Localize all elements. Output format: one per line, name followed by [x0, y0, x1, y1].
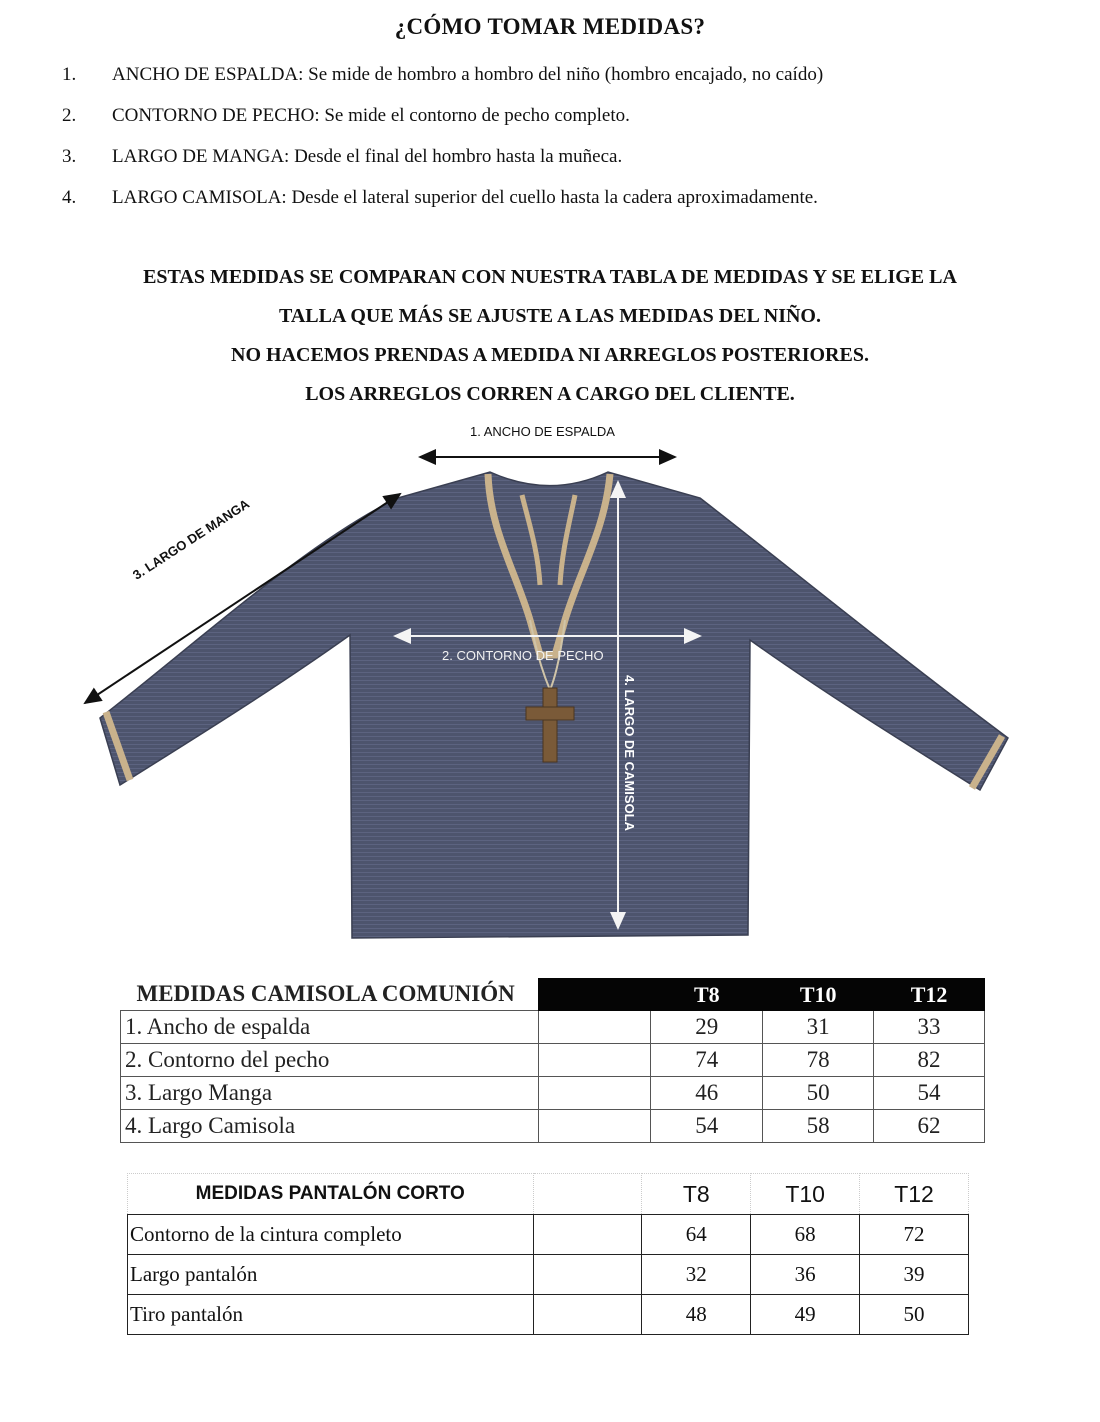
size-notice [0, 262, 1100, 418]
largo-label: 4. LARGO DE CAMISOLA [622, 675, 637, 832]
size-value: 74 [651, 1044, 763, 1077]
pecho-label: 2. CONTORNO DE PECHO [442, 648, 604, 663]
instruction-text: ANCHO DE ESPALDA: Se mide de hombro a hombro del niño (hombro encajado, no caído) [112, 64, 824, 85]
size-value: 33 [874, 1011, 985, 1044]
instruction-number: 1. [62, 64, 77, 85]
table-header-row [121, 979, 985, 1011]
size-value: 48 [642, 1295, 751, 1335]
instruction-text: LARGO DE MANGA: Desde el final del hombro hasta la muñeca. [112, 146, 623, 167]
size-value: 50 [763, 1077, 874, 1110]
size-value: 68 [751, 1215, 860, 1255]
row-label: 2. Contorno del pecho [121, 1044, 539, 1077]
row-label: Largo pantalón [128, 1255, 534, 1295]
size-value: 64 [642, 1215, 751, 1255]
garment-illustration [60, 420, 1040, 950]
camisola-size-table [120, 978, 985, 1143]
size-value: 39 [860, 1255, 969, 1295]
notice-line: ESTAS MEDIDAS SE COMPARAN CON NUESTRA TABLA DE MEDIDAS Y SE ELIGE LA [143, 266, 957, 288]
instruction-item [62, 62, 1062, 103]
empty-cell [538, 1044, 651, 1077]
empty-cell [538, 1011, 651, 1044]
empty-cell [538, 1110, 651, 1143]
size-value: 49 [751, 1295, 860, 1335]
notice-line: TALLA QUE MÁS SE AJUSTE A LAS MEDIDAS DEL NIÑO. [279, 305, 821, 327]
size-value: 54 [874, 1077, 985, 1110]
size-value: 31 [763, 1011, 874, 1044]
garment-measurement-figure [60, 420, 1040, 950]
row-label: 3. Largo Manga [121, 1077, 539, 1110]
instruction-number: 3. [62, 146, 77, 167]
pantalon-size-table [127, 1173, 969, 1335]
size-header: T10 [751, 1174, 860, 1215]
instruction-text: CONTORNO DE PECHO: Se mide el contorno de pecho completo. [112, 105, 630, 126]
size-value: 58 [763, 1110, 874, 1143]
table-header-blank [533, 1174, 642, 1215]
empty-cell [533, 1295, 642, 1335]
size-header: T12 [874, 979, 985, 1011]
size-value: 32 [642, 1255, 751, 1295]
table-row [121, 1110, 985, 1143]
size-header: T10 [763, 979, 874, 1011]
row-label: Tiro pantalón [128, 1295, 534, 1335]
table-header-row [128, 1174, 969, 1215]
manga-label: 3. LARGO DE MANGA [130, 496, 253, 583]
instruction-number: 4. [62, 187, 77, 208]
table-row [128, 1215, 969, 1255]
size-value: 72 [860, 1215, 969, 1255]
size-value: 82 [874, 1044, 985, 1077]
notice-line: NO HACEMOS PRENDAS A MEDIDA NI ARREGLOS POSTERIORES. [231, 344, 869, 366]
instruction-item [62, 144, 1062, 185]
size-header: T12 [860, 1174, 969, 1215]
table-row [121, 1044, 985, 1077]
row-label: Contorno de la cintura completo [128, 1215, 534, 1255]
size-value: 78 [763, 1044, 874, 1077]
ancho-label: 1. ANCHO DE ESPALDA [470, 424, 615, 439]
row-label: 4. Largo Camisola [121, 1110, 539, 1143]
size-header: T8 [651, 979, 763, 1011]
table-row [121, 1011, 985, 1044]
empty-cell [533, 1255, 642, 1295]
size-value: 36 [751, 1255, 860, 1295]
table-row [128, 1295, 969, 1335]
page-title: ¿CÓMO TOMAR MEDIDAS? [394, 14, 706, 39]
table-title: MEDIDAS PANTALÓN CORTO [128, 1174, 534, 1215]
instructions-list [62, 62, 1062, 226]
empty-cell [533, 1215, 642, 1255]
empty-cell [538, 1077, 651, 1110]
size-value: 54 [651, 1110, 763, 1143]
notice-line: LOS ARREGLOS CORREN A CARGO DEL CLIENTE. [305, 383, 795, 405]
instruction-item [62, 103, 1062, 144]
size-header: T8 [642, 1174, 751, 1215]
instruction-item [62, 185, 1062, 226]
table-row [121, 1077, 985, 1110]
instruction-number: 2. [62, 105, 77, 126]
size-value: 29 [651, 1011, 763, 1044]
table-row [128, 1255, 969, 1295]
row-label: 1. Ancho de espalda [121, 1011, 539, 1044]
instruction-text: LARGO CAMISOLA: Desde el lateral superior del cuello hasta la cadera aproximadamente. [112, 187, 818, 208]
size-value: 50 [860, 1295, 969, 1335]
table-header-blank [538, 979, 651, 1011]
size-value: 46 [651, 1077, 763, 1110]
size-value: 62 [874, 1110, 985, 1143]
table-title: MEDIDAS CAMISOLA COMUNIÓN [121, 979, 539, 1011]
